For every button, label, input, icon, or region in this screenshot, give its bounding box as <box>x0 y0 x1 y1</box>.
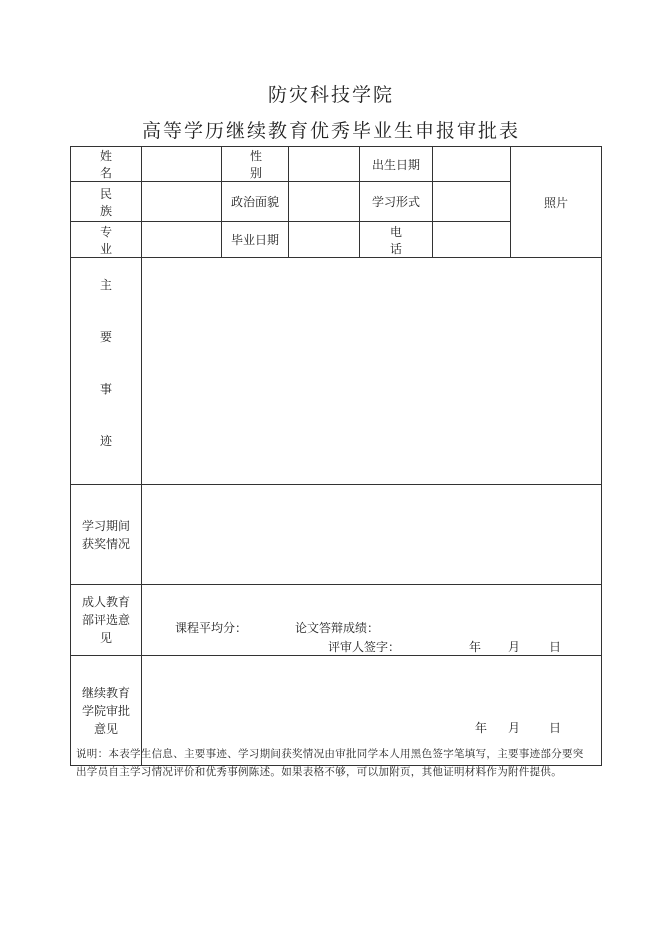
gpa-label: 课程平均分： <box>175 621 248 635</box>
study-form-label: 学习形式 <box>360 182 433 222</box>
ethnicity-label: 民族 <box>71 182 142 222</box>
ethnicity-field[interactable] <box>142 182 222 222</box>
deeds-char-2: 要 <box>99 330 112 344</box>
awards-label-line-1: 学习期间 <box>81 518 130 533</box>
adult-edu-opinion-label <box>71 585 142 656</box>
deeds-char-3: 事 <box>99 382 112 396</box>
adult-edu-opinion-field[interactable] <box>142 585 602 656</box>
phone-field[interactable] <box>433 222 511 258</box>
photo-box[interactable]: 照片 <box>511 147 602 258</box>
college-label-line-3: 意见 <box>93 721 118 736</box>
form-title: 高等学历继续教育优秀毕业生申报审批表 <box>141 120 520 142</box>
approval-year-label: 年 <box>475 721 488 735</box>
instructions-note: 说明：本表学生信息、主要事迹、学习期间获奖情况由审批同学本人用黑色签字笔填写，主要事迹部分要突出学员自主学习情况评价和优秀事例陈述。如果表格不够，可以加附页，其他证明材料作为附件提供。 <box>76 748 584 778</box>
approval-day-label: 日 <box>549 721 562 735</box>
birth-date-field[interactable] <box>433 147 511 182</box>
adult-edu-label-line-3: 见 <box>99 631 112 645</box>
gender-label: 性别 <box>222 147 289 182</box>
reviewer-signature-label: 评审人签字： <box>328 640 401 654</box>
main-deeds-field[interactable] <box>142 258 602 485</box>
major-label: 专业 <box>71 222 142 258</box>
review-year-label: 年 <box>469 640 482 654</box>
gender-field[interactable] <box>289 147 360 182</box>
review-day-label: 日 <box>549 640 562 654</box>
college-label-line-1: 继续教育 <box>81 685 130 700</box>
political-status-field[interactable] <box>289 182 360 222</box>
major-field[interactable] <box>142 222 222 258</box>
deeds-char-4: 迹 <box>99 434 112 448</box>
deeds-char-1: 主 <box>99 278 112 292</box>
study-form-field[interactable] <box>433 182 511 222</box>
adult-edu-label-line-2: 部评选意 <box>81 613 130 627</box>
graduation-date-label: 毕业日期 <box>222 222 289 258</box>
awards-field[interactable] <box>142 485 602 585</box>
awards-label <box>71 485 142 585</box>
awards-label-line-2: 获奖情况 <box>81 536 130 551</box>
birth-date-label: 出生日期 <box>360 147 433 182</box>
review-month-label: 月 <box>508 640 521 654</box>
college-label-line-2: 学院审批 <box>81 703 130 718</box>
political-status-label: 政治面貌 <box>222 182 289 222</box>
main-deeds-label <box>71 258 142 485</box>
approval-month-label: 月 <box>508 721 521 735</box>
thesis-score-label: 论文答辩成绩： <box>295 621 380 635</box>
school-title: 防灾科技学院 <box>267 84 394 106</box>
name-label: 姓名 <box>71 147 142 182</box>
adult-edu-label-line-1: 成人教育 <box>81 595 130 609</box>
name-field[interactable] <box>142 147 222 182</box>
application-form-table <box>70 146 602 766</box>
phone-label: 电话 <box>360 222 433 258</box>
graduation-date-field[interactable] <box>289 222 360 258</box>
